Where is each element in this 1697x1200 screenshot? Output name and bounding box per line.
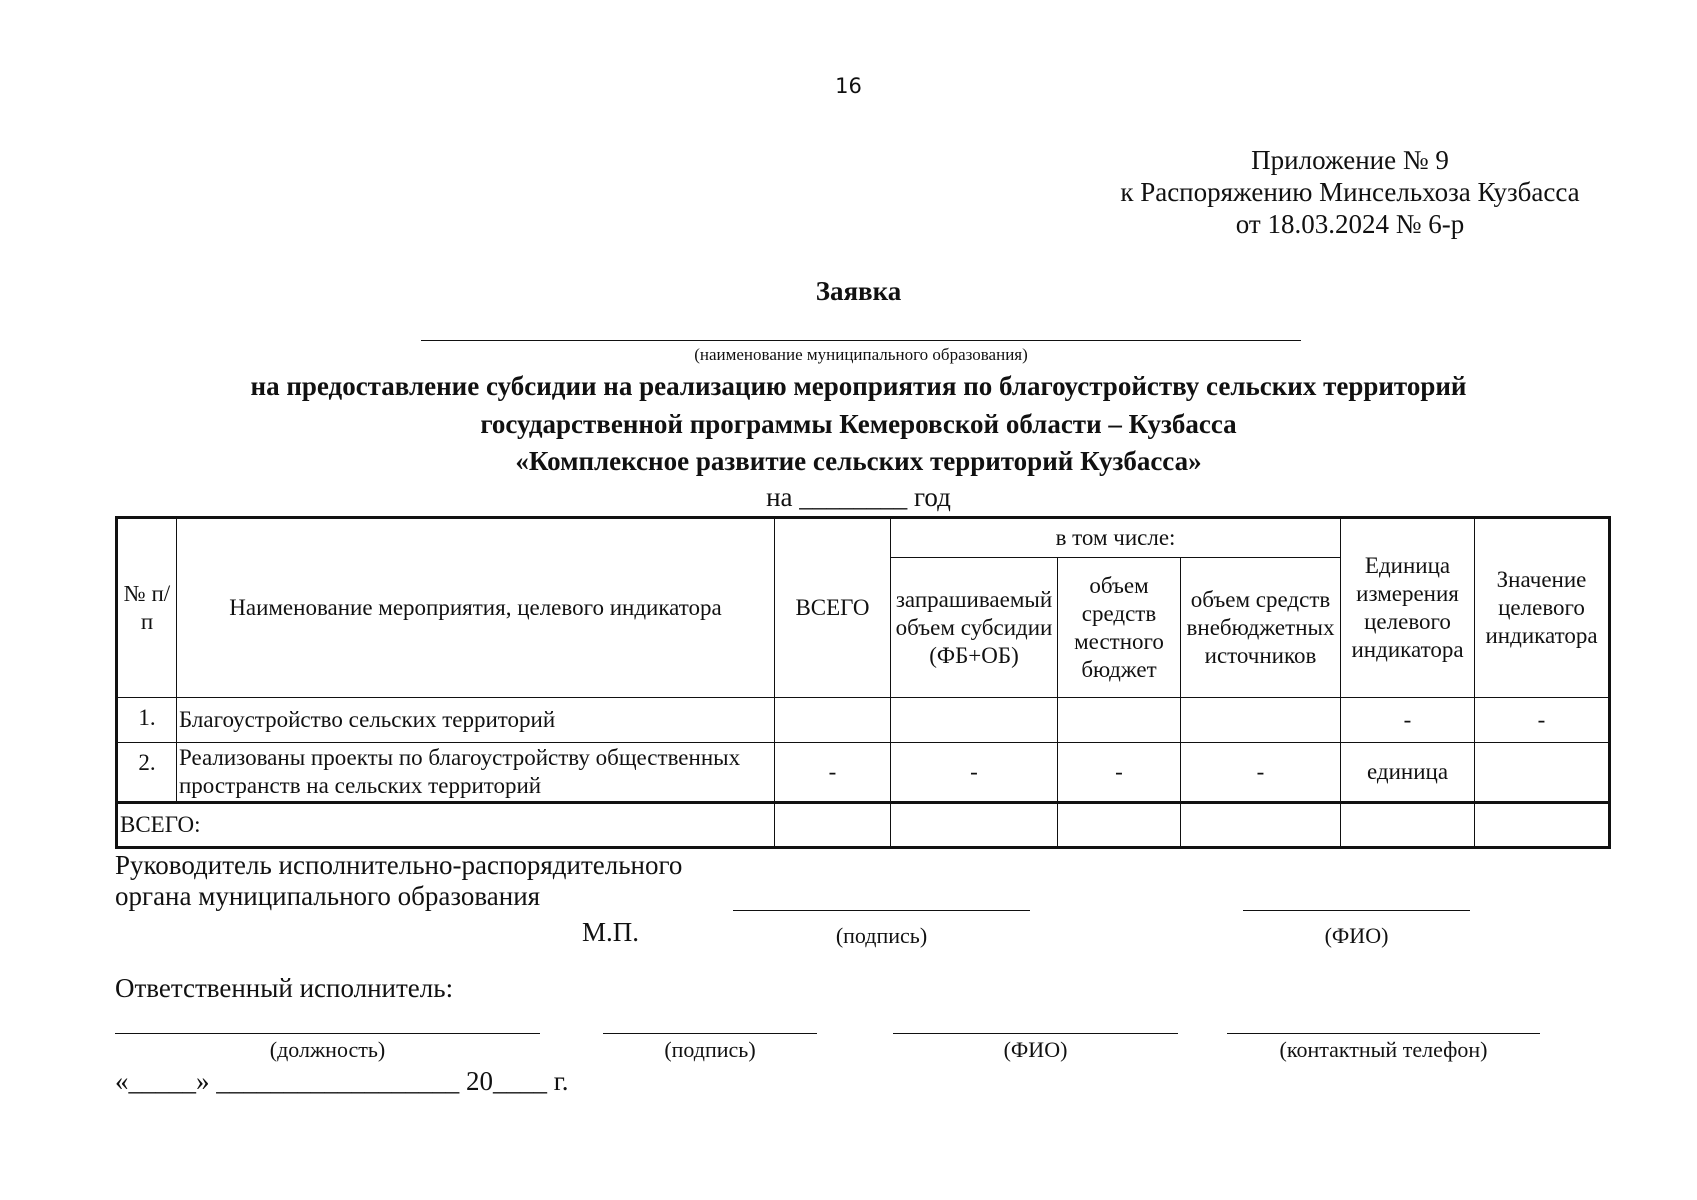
date-line[interactable]: «_____» __________________ 20____ г. (115, 1066, 569, 1096)
executor-phone-line[interactable] (1227, 1033, 1540, 1034)
head-label-line-2: органа муниципального образования (115, 881, 541, 911)
total-cell[interactable] (1475, 803, 1610, 848)
row-total: - (775, 743, 891, 803)
row-local: - (1058, 743, 1181, 803)
row-num: 2. (117, 743, 177, 803)
subtitle-line-3: «Комплексное развитие сельских территорий Кузбасса» (515, 446, 1202, 476)
page-number: 16 (835, 74, 862, 98)
row-extra[interactable] (1181, 698, 1341, 743)
executor-position-caption: (должность) (269, 1037, 386, 1062)
header-value: Значение целевого индикатора (1475, 518, 1610, 698)
row-num: 1. (117, 698, 177, 743)
header-local: объем средств местного бюджет (1058, 558, 1181, 698)
executor-fio-caption: (ФИО) (1003, 1037, 1068, 1062)
document-title: Заявка (815, 276, 902, 306)
subtitle-line-1: на предоставление субсидии на реализацию мероприятия по благоустройству сельских территорий (250, 371, 1467, 401)
subsidy-table (115, 516, 1611, 849)
year-line: на ________ год (766, 482, 951, 512)
document-subtitle (0, 368, 1697, 481)
stamp-label: М.П. (582, 917, 640, 947)
executor-signature-line[interactable] (603, 1033, 817, 1034)
row-name: Реализованы проекты по благоустройству общественных пространств на сельских территорий (177, 743, 775, 803)
appendix-header (1040, 144, 1660, 240)
header-including: в том числе: (891, 518, 1341, 558)
total-label: ВСЕГО: (117, 803, 775, 848)
row-extra: - (1181, 743, 1341, 803)
executor-signature-caption: (подпись) (664, 1037, 756, 1062)
appendix-order: к Распоряжению Минсельхоза Кузбасса (1120, 177, 1580, 207)
row-requested[interactable] (891, 698, 1058, 743)
head-signature-line[interactable] (733, 910, 1030, 911)
executor-label: Ответственный исполнитель: (115, 973, 454, 1003)
total-cell[interactable] (891, 803, 1058, 848)
row-requested: - (891, 743, 1058, 803)
head-signature-caption: (подпись) (835, 923, 928, 948)
subtitle-line-2: государственной программы Кемеровской области – Кузбасса (480, 408, 1237, 439)
executor-phone-caption: (контактный телефон) (1279, 1037, 1488, 1062)
row-unit: - (1341, 698, 1475, 743)
head-fio-caption: (ФИО) (1324, 923, 1389, 948)
row-local[interactable] (1058, 698, 1181, 743)
executor-position-line[interactable] (115, 1033, 540, 1034)
municipality-caption: (наименование муниципального образования) (694, 345, 1028, 364)
row-name: Благоустройство сельских территорий (177, 698, 775, 743)
table-row (117, 698, 1610, 743)
row-value: - (1475, 698, 1610, 743)
header-unit: Единица измерения целевого индикатора (1341, 518, 1475, 698)
row-total[interactable] (775, 698, 891, 743)
header-num: № п/п (117, 518, 177, 698)
header-total: ВСЕГО (775, 518, 891, 698)
table-total-row (117, 803, 1610, 848)
header-name: Наименование мероприятия, целевого индикатора (177, 518, 775, 698)
total-cell[interactable] (775, 803, 891, 848)
table-header-row (117, 518, 1610, 558)
total-cell[interactable] (1058, 803, 1181, 848)
total-cell[interactable] (1181, 803, 1341, 848)
row-value[interactable] (1475, 743, 1610, 803)
row-unit: единица (1341, 743, 1475, 803)
appendix-date: от 18.03.2024 № 6-р (1235, 209, 1465, 239)
executor-fio-line[interactable] (893, 1033, 1178, 1034)
head-fio-line[interactable] (1243, 910, 1470, 911)
total-cell[interactable] (1341, 803, 1475, 848)
head-label-line-1: Руководитель исполнительно-распорядительного (115, 850, 683, 880)
municipality-fill-line (421, 340, 1301, 341)
header-extra: объем средств внебюджетных источников (1181, 558, 1341, 698)
appendix-title: Приложение № 9 (1251, 145, 1449, 175)
header-requested: запрашиваемый объем субсидии (ФБ+ОБ) (891, 558, 1058, 698)
table-row (117, 743, 1610, 803)
